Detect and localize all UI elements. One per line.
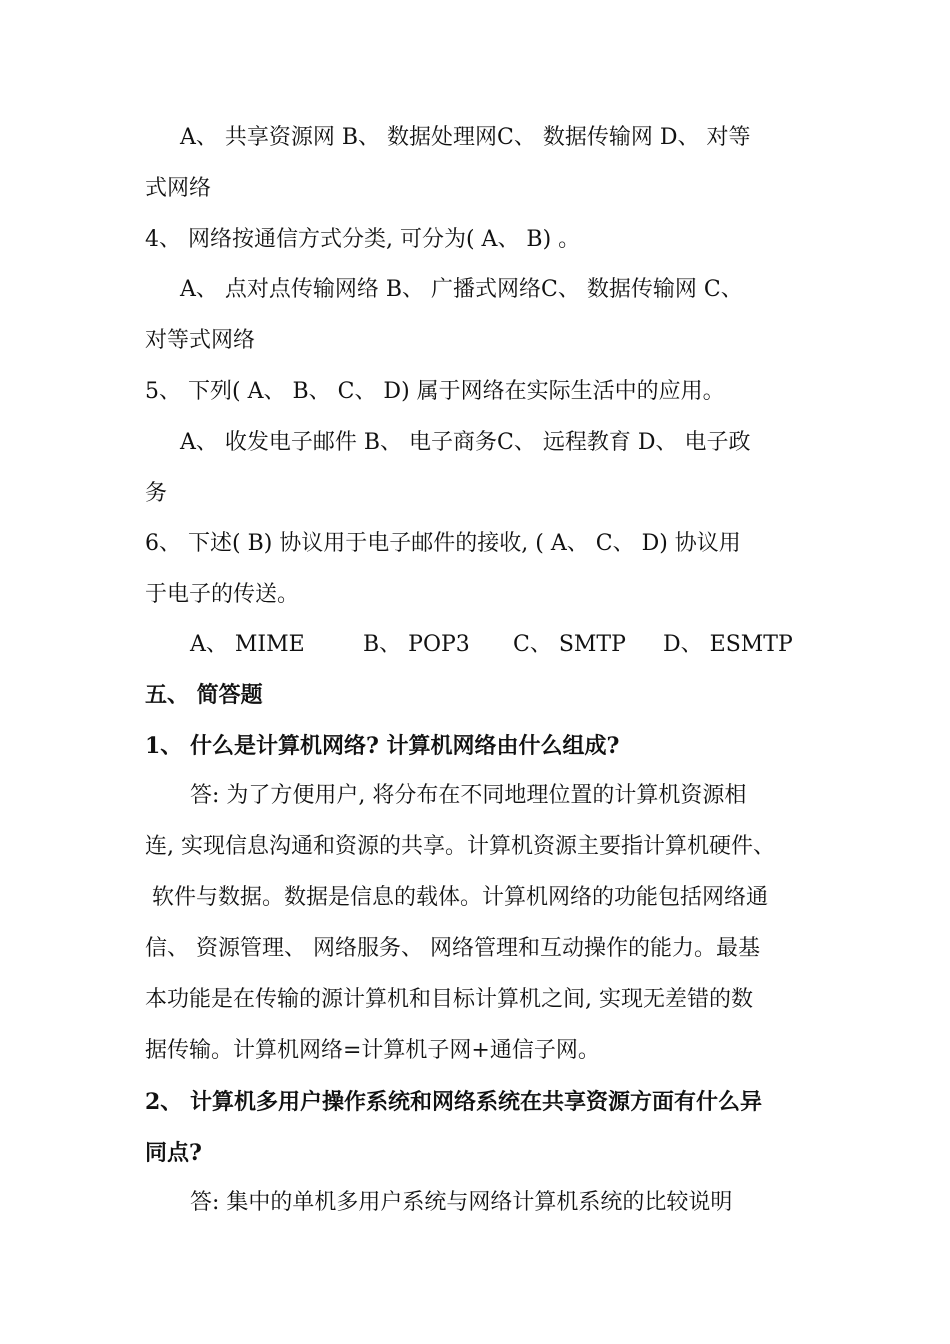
sa2-question-line-2: 同点? [145,1140,202,1166]
sa1-answer-line-2: 连, 实现信息沟通和资源的共享。计算机资源主要指计算机硬件、 [145,834,775,859]
q6-question-line-1: 6、 下述( B) 协议用于电子邮件的接收, ( A、 C、 D) 协议用 [145,531,741,556]
sa1-answer-line-4: 信、 资源管理、 网络服务、 网络管理和互动操作的能力。最基 [145,936,760,961]
q3-options-line-2: 式网络 [145,176,212,201]
sa1-answer-line-1: 答: 为了方便用户, 将分布在不同地理位置的计算机资源相 [190,783,747,808]
q3-options-line-1: A、 共享资源网 B、 数据处理网C、 数据传输网 D、 对等 [180,125,751,150]
q4-question: 4、 网络按通信方式分类, 可分为( A、 B) 。 [145,227,581,252]
q4-options-line-1: A、 点对点传输网络 B、 广播式网络C、 数据传输网 C、 [180,277,743,302]
q6-option-b: B、 POP3 [363,632,470,657]
sa1-answer-line-3: 软件与数据。数据是信息的载体。计算机网络的功能包括网络通 [145,885,768,910]
sa1-question: 1、 什么是计算机网络? 计算机网络由什么组成? [145,733,620,759]
q5-options-line-2: 务 [145,481,168,506]
q6-option-a: A、 MIME [190,632,305,657]
q6-option-d: D、 ESMTP [663,632,793,657]
q6-question-line-2: 于电子的传送。 [145,582,300,607]
q4-options-line-2: 对等式网络 [145,328,256,353]
q5-question: 5、 下列( A、 B、 C、 D) 属于网络在实际生活中的应用。 [145,379,725,404]
sa1-answer-line-6: 据传输。计算机网络=计算机子网+通信子网。 [145,1038,600,1063]
q5-options-line-1: A、 收发电子邮件 B、 电子商务C、 远程教育 D、 电子政 [180,430,751,455]
section-title: 五、 简答题 [145,682,263,708]
sa1-answer-line-5: 本功能是在传输的源计算机和目标计算机之间, 实现无差错的数 [145,987,753,1012]
q6-option-c: C、 SMTP [513,632,626,657]
sa2-answer-line-1: 答: 集中的单机多用户系统与网络计算机系统的比较说明 [190,1190,733,1215]
sa2-question-line-1: 2、 计算机多用户操作系统和网络系统在共享资源方面有什么异 [145,1089,762,1115]
